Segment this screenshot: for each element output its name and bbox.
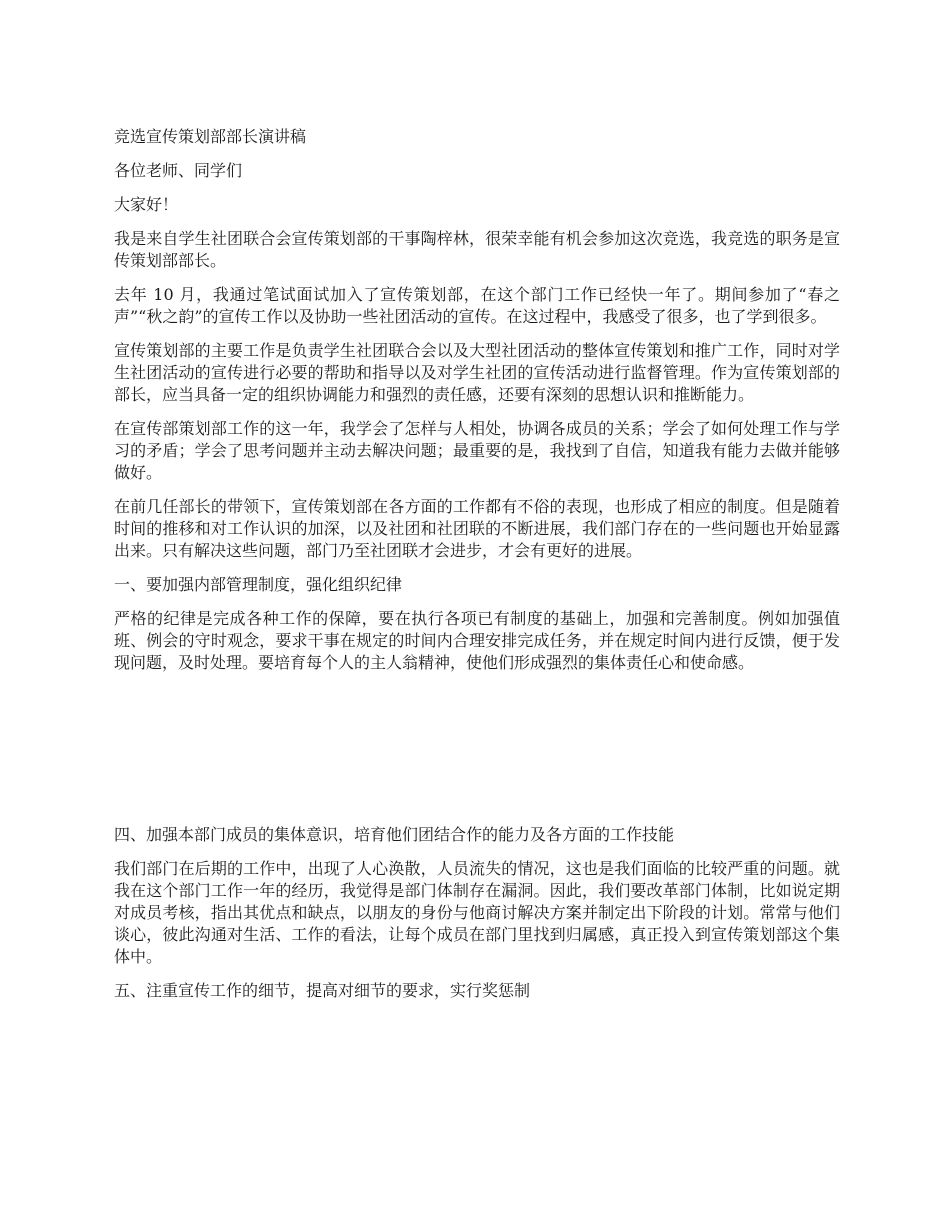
section-heading-4: 四、加强本部门成员的集体意识，培育他们团结合作的能力及各方面的工作技能 (114, 825, 675, 844)
paragraph-intro: 我是来自学生社团联合会宣传策划部的干事陶梓林，很荣幸能有机会参加这次竞选，我竞选的职务是宣传策划部部长。 (114, 229, 840, 270)
section-body-4: 我们部门在后期的工作中，出现了人心涣散，人员流失的情况，这也是我们面临的比较严重的问题。就我在这个部门工作一年的经历，我觉得是部门体制存在漏洞。因此，我们要改革部门体制，比如说定期对成员考核，指出其优点和缺点，以朋友的身份与他商讨解决方案并制定出下阶段的计划。常常与他们谈心，彼此沟通对生活、工作的看法，让每个成员在部门里找到归属感，真正投入到宣传策划部这个集体中。 (114, 859, 840, 966)
greeting: 大家好！ (114, 195, 179, 214)
document-title: 竞选宣传策划部部长演讲稿 (114, 127, 307, 146)
blank-gap (114, 686, 840, 824)
section-heading-1: 一、要加强内部管理制度，强化组织纪律 (114, 575, 403, 594)
paragraph-problems: 在前几任部长的带领下，宣传策划部在各方面的工作都有不俗的表现，也形成了相应的制度。但是随着时间的推移和对工作认识的加深，以及社团和社团联的不断进展，我们部门存在的一些问题也开始显露出来。只有解决这些问题，部门乃至社团联才会进步，才会有更好的进展。 (114, 497, 840, 560)
document-page (114, 126, 840, 1014)
paragraph-department-role: 宣传策划部的主要工作是负责学生社团联合会以及大型社团活动的整体宣传策划和推广工作，同时对学生社团活动的宣传进行必要的帮助和指导以及对学生社团的宣传活动进行监督管理。作为宣传策划部的部长，应当具备一定的组织协调能力和强烈的责任感，还要有深刻的思想认识和推断能力。 (114, 341, 840, 404)
paragraph-experience: 去年 10 月，我通过笔试面试加入了宣传策划部，在这个部门工作已经快一年了。期间参加了“春之声”“秋之韵”的宣传工作以及协助一些社团活动的宣传。在这过程中，我感受了很多，也了学到很多。 (114, 285, 840, 326)
section-heading-5: 五、注重宣传工作的细节，提高对细节的要求，实行奖惩制 (114, 981, 531, 1000)
section-body-1: 严格的纪律是完成各种工作的保障，要在执行各项已有制度的基础上，加强和完善制度。例如加强值班、例会的守时观念，要求干事在规定的时间内合理安排完成任务，并在规定时间内进行反馈，便于发现问题，及时处理。要培育每个人的主人翁精神，使他们形成强烈的集体责任心和使命感。 (114, 609, 840, 672)
salutation: 各位老师、同学们 (114, 161, 243, 180)
paragraph-lessons: 在宣传部策划部工作的这一年，我学会了怎样与人相处，协调各成员的关系；学会了如何处理工作与学习的矛盾；学会了思考问题并主动去解决问题；最重要的是，我找到了自信，知道我有能力去做并能够做好。 (114, 419, 840, 482)
